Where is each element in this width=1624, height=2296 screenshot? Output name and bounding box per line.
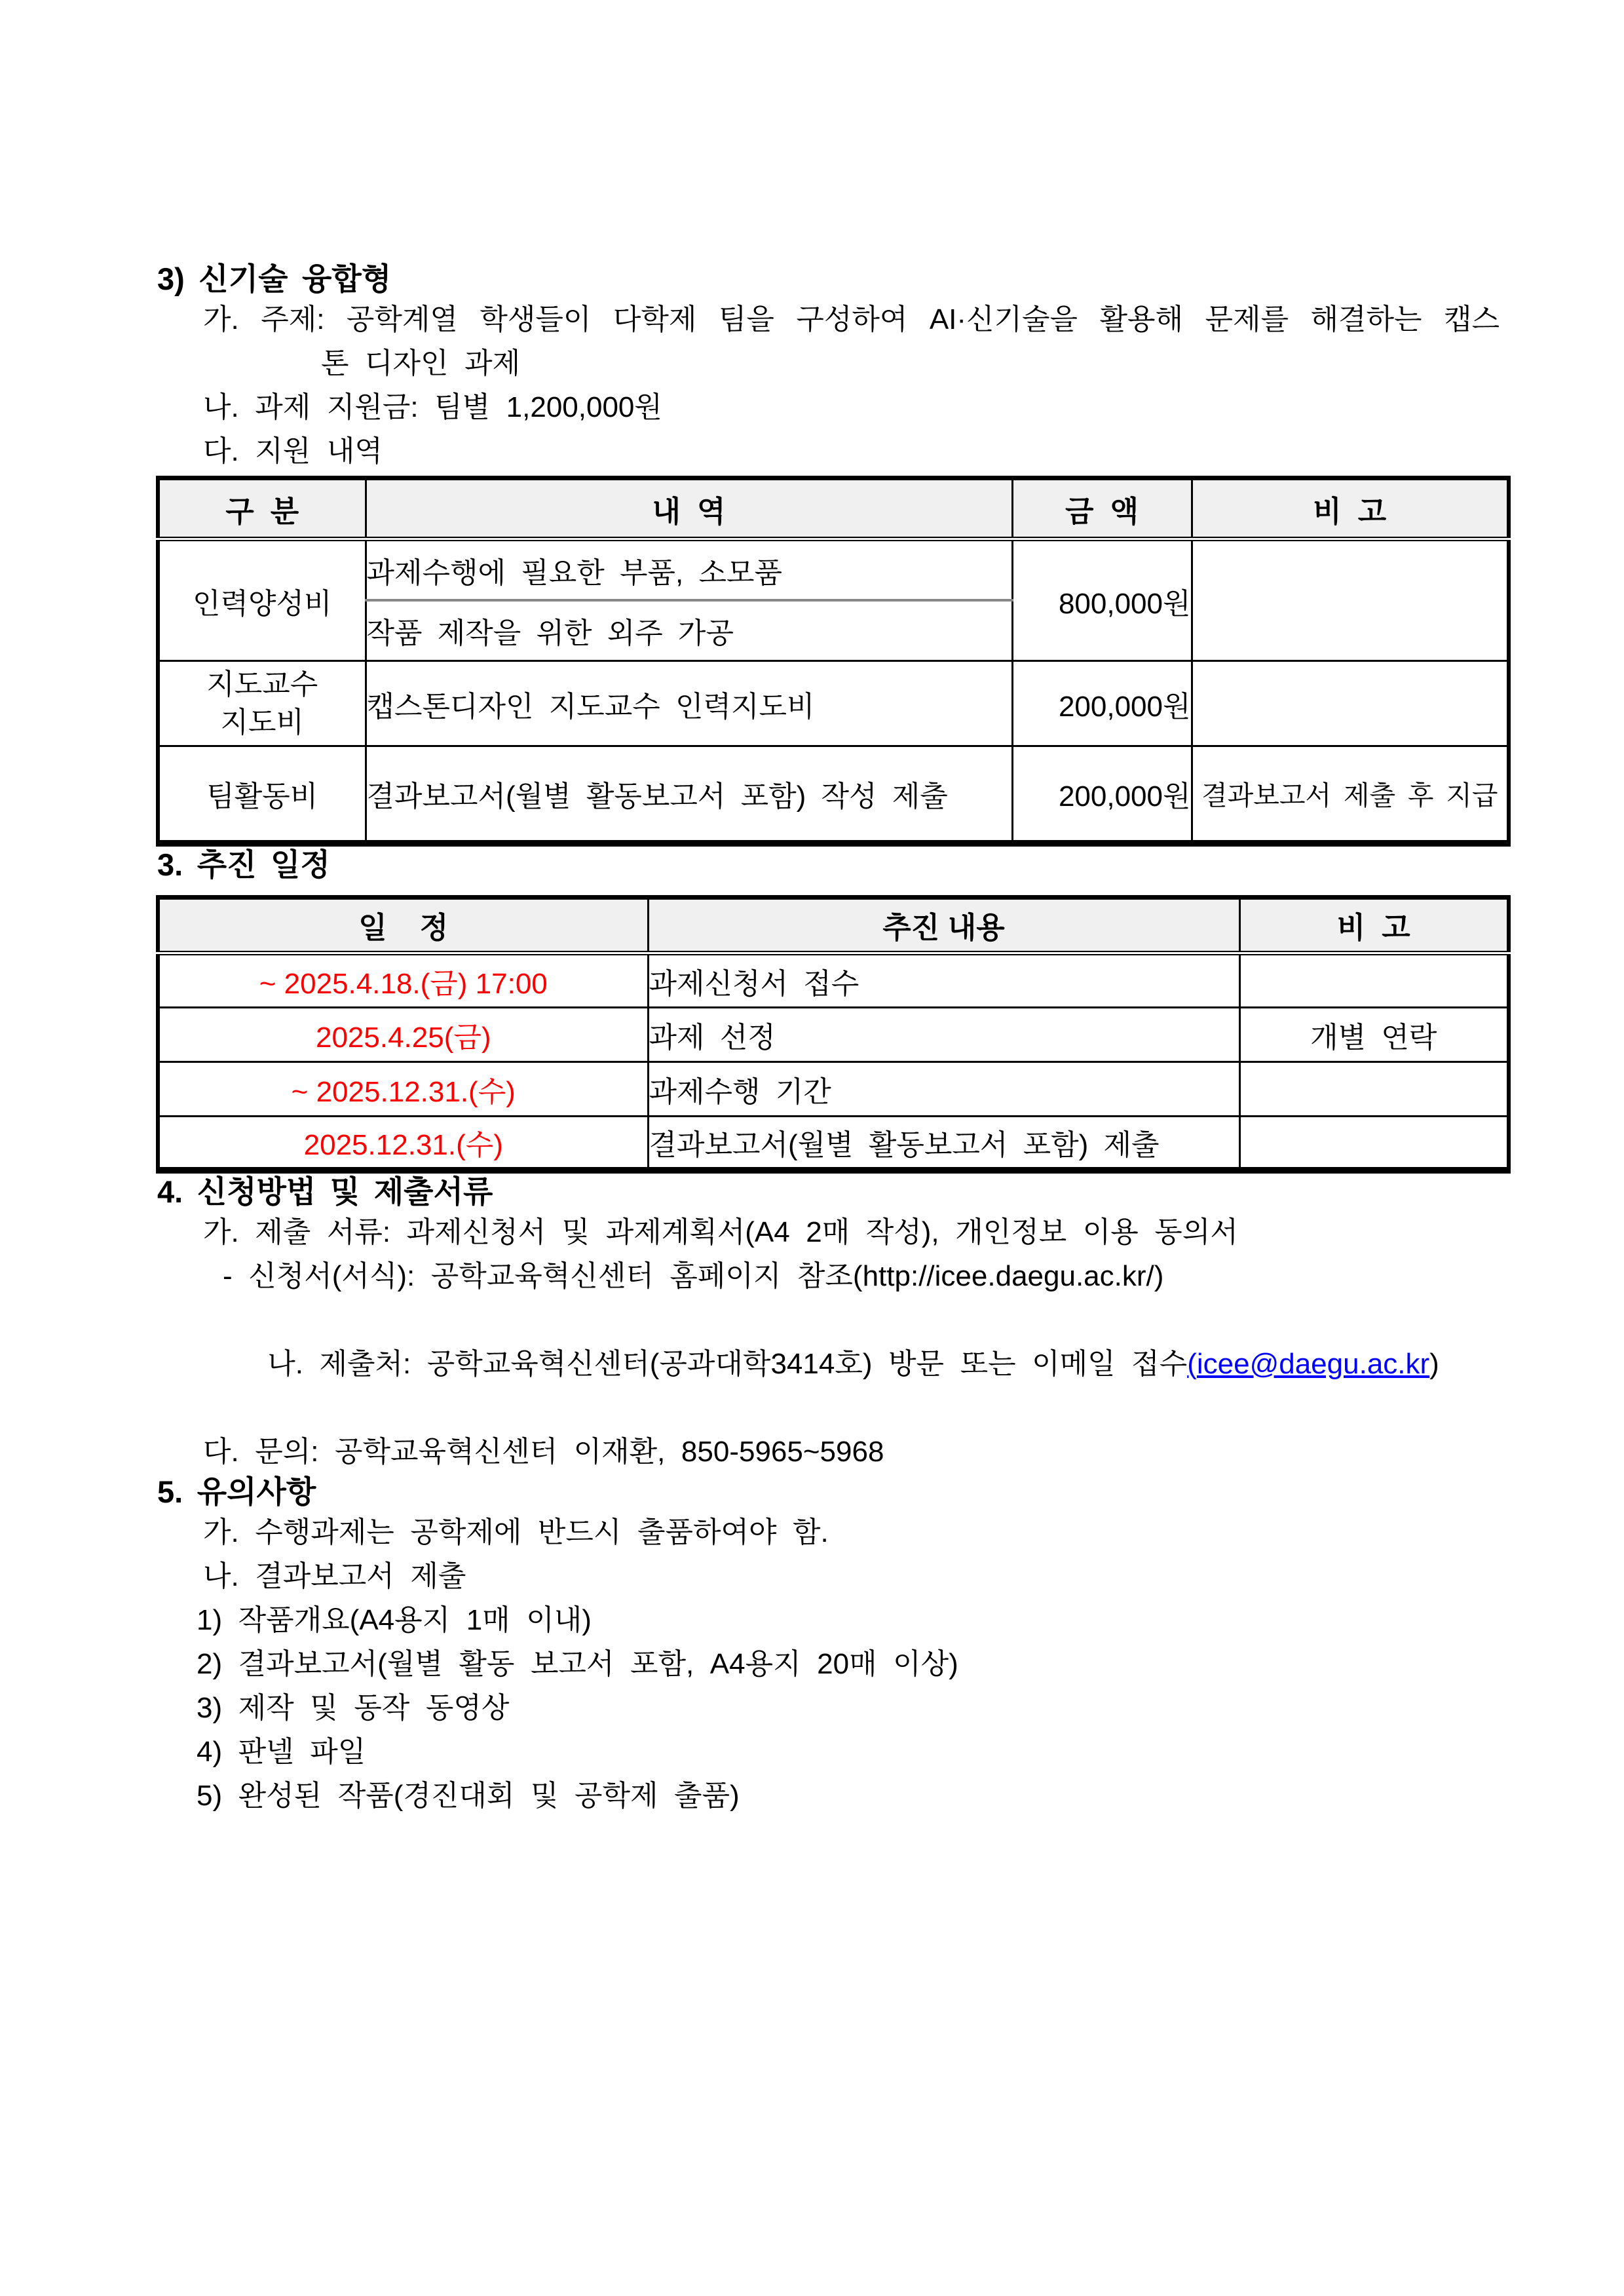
support-row-team [158,746,1509,843]
team-note-cell: 결과보고서 제출 후 지급 [1192,746,1509,843]
apply-contact-item: 다. 문의: 공학교육혁신센터 이재환, 850-5965~5968 [203,1436,884,1468]
schedule-table-header-row [158,897,1509,953]
schedule-date-cell: 2025.12.31.(수) [158,1116,648,1170]
apply-heading: 4. 신청방법 및 제출서류 [157,1174,493,1209]
grant-item: 나. 과제 지원금: 팀별 1,200,000원 [203,391,662,423]
subject-line-1: 가. 주제: 공학계열 학생들이 다학제 팀을 구성하여 AI·신기술을 활용해 문제를 해결하는 캡스 [203,303,1500,335]
notes-sub-item-1: 1) 작품개요(A4용지 1매 이내) [197,1604,592,1636]
advisor-amount-cell: 200,000원 [1012,661,1192,746]
support-row-advisor [158,661,1509,746]
support-table-header-row [158,478,1509,539]
email-close-paren: ) [1429,1348,1439,1380]
support-header-detail: 내 역 [366,478,1012,539]
schedule-table [156,895,1511,1174]
manpower-detail1-cell: 과제수행에 필요한 부품, 소모품 [366,539,1012,600]
subject-line-2: 톤 디자인 과제 [321,347,521,379]
team-category-cell: 팀활동비 [158,746,366,843]
advisor-category-cell [158,661,366,746]
schedule-date-cell: ~ 2025.12.31.(수) [158,1062,648,1116]
schedule-note-cell [1239,1062,1509,1116]
details-item: 다. 지원 내역 [203,435,383,467]
support-header-note: 비 고 [1192,478,1509,539]
team-detail-cell: 결과보고서(월별 활동보고서 포함) 작성 제출 [366,746,1012,843]
support-row-manpower-1 [158,539,1509,600]
team-amount-cell: 200,000원 [1012,746,1192,843]
support-header-amount: 금 액 [1012,478,1192,539]
apply-submit-text: 나. 제출처: 공학교육혁신센터(공과대학3414호) 방문 또는 이메일 접수 [267,1348,1188,1380]
manpower-detail2-cell: 작품 제작을 위한 외주 가공 [366,600,1012,661]
schedule-date-cell: ~ 2025.4.18.(금) 17:00 [158,953,648,1007]
apply-form-item: - 신청서(서식): 공학교육혁신센터 홈페이지 참조(http://icee.daegu.ac.kr/) [223,1260,1164,1292]
apply-docs-item: 가. 제출 서류: 과제신청서 및 과제계획서(A4 2매 작성), 개인정보 이용 동의서 [203,1216,1238,1248]
notes-sub-item-4: 4) 판넬 파일 [197,1736,366,1768]
manpower-amount-cell: 800,000원 [1012,539,1192,661]
schedule-header-note: 비 고 [1239,897,1509,953]
email-open-paren: ( [1187,1348,1197,1380]
advisor-category-line2: 지도비 [220,706,304,738]
schedule-note-cell [1239,953,1509,1007]
support-header-category: 구 분 [158,478,366,539]
notes-report-item: 나. 결과보고서 제출 [203,1560,466,1592]
apply-submit-item [203,1298,1501,1430]
manpower-note-cell [1192,539,1509,661]
schedule-row-selection [158,1007,1509,1062]
schedule-note-cell [1239,1116,1509,1170]
notes-heading: 5. 유의사항 [157,1474,316,1509]
support-details-table [156,476,1511,847]
subject-item [203,297,1500,385]
schedule-heading: 3. 추진 일정 [157,847,330,882]
notes-sub-item-5: 5) 완성된 작품(경진대회 및 공학제 출품) [197,1780,740,1812]
schedule-row-apply [158,953,1509,1007]
advisor-detail-cell: 캡스톤디자인 지도교수 인력지도비 [366,661,1012,746]
schedule-content-cell: 과제신청서 접수 [648,953,1239,1007]
notes-sub-item-2: 2) 결과보고서(월별 활동 보고서 포함, A4용지 20매 이상) [197,1648,958,1680]
schedule-header-content: 추진 내용 [648,897,1239,953]
notes-sub-item-3: 3) 제작 및 동작 동영상 [197,1692,510,1724]
notes-exhibit-item: 가. 수행과제는 공학제에 반드시 출품하여야 함. [203,1516,829,1548]
schedule-content-cell: 과제수행 기간 [648,1062,1239,1116]
advisor-category-line1: 지도교수 [206,668,318,701]
advisor-note-cell [1192,661,1509,746]
manpower-category-cell: 인력양성비 [158,539,366,661]
schedule-content-cell: 결과보고서(월별 활동보고서 포함) 제출 [648,1116,1239,1170]
schedule-date-cell: 2025.4.25(금) [158,1007,648,1062]
type3-heading: 3) 신기술 융합형 [157,261,392,296]
email-link[interactable]: icee@daegu.ac.kr [1196,1348,1430,1380]
schedule-row-report [158,1116,1509,1170]
schedule-content-cell: 과제 선정 [648,1007,1239,1062]
schedule-row-period [158,1062,1509,1116]
schedule-note-cell: 개별 연락 [1239,1007,1509,1062]
schedule-header-date: 일 정 [158,897,648,953]
